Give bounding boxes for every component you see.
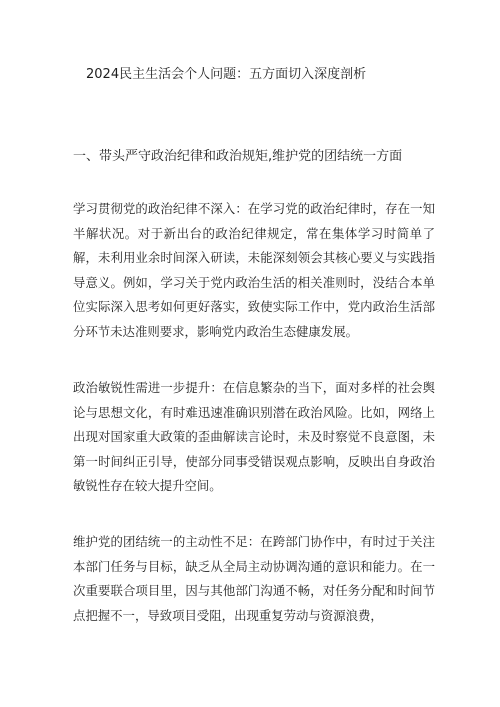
section-heading: 一、带头严守政治纪律和政治规矩,维护党的团结统一方面 <box>73 149 403 164</box>
paragraph: 维护党的团结统一的主动性不足：在跨部门协作中，有时过于关注本部门任务与目标，缺乏从全局主动协调沟通的意识和能力。在一次重要联合项目里，因与其他部门沟通不畅，对任务分配和时间节点把握不一，导致项目受阻，出现重复劳动与资源浪费， <box>73 534 435 623</box>
paragraph: 学习贯彻党的政治纪律不深入：在学习党的政治纪律时，存在一知半解状况。对于新出台的政治纪律规定，常在集体学习时简单了解，未利用业余时间深入研读，未能深刻领会其核心要义与实践指导意义。例如，学习关于党内政治生活的相关准则时，没结合本单位实际深入思考如何更好落实，致使实际工作中，党内政治生活部分环节未达准则要求，影响党内政治生态健康发展。 <box>73 201 435 339</box>
paragraph: 政治敏锐性需进一步提升：在信息繁杂的当下，面对多样的社会舆论与思想文化，有时难迅速准确识别潜在政治风险。比如，网络上出现对国家重大政策的歪曲解读言论时，未及时察觉不良意图，未第一时间纠正引导，使部分同事受错误观点影响，反映出自身政治敏锐性存在较大提升空间。 <box>73 380 435 493</box>
document-title: 2024民主生活会个人问题：五方面切入深度剖析 <box>86 67 367 82</box>
